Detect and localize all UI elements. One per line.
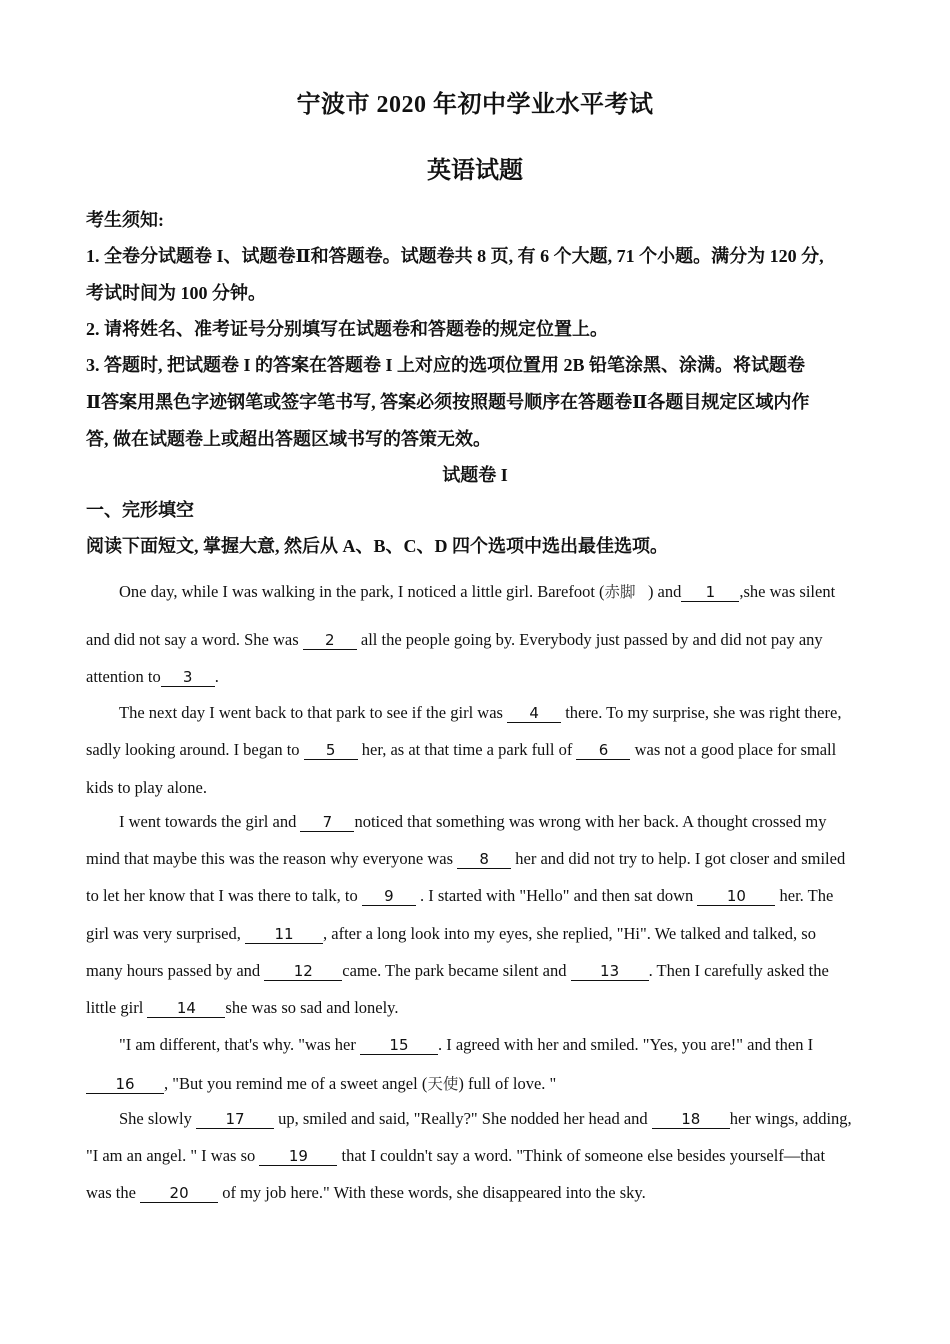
passage-text: 赤脚	[604, 584, 636, 601]
passage-text: She slowly	[119, 1109, 197, 1128]
passage-line	[86, 812, 899, 832]
blank-17: 17	[196, 1111, 274, 1129]
passage-text: ) full of love. "	[458, 1074, 557, 1093]
passage-text: she was silent	[743, 582, 836, 601]
notice-line-6: 答, 做在试题卷上或超出答题区域书写的答策无效。	[86, 429, 491, 449]
blank-13: 13	[571, 963, 649, 981]
blank-20: 20	[140, 1185, 218, 1203]
passage-text: many hours passed by and	[86, 961, 265, 980]
passage-text: . I started with "Hello" and then sat down	[415, 886, 698, 905]
blank-15: 15	[360, 1037, 438, 1055]
passage-text: came. The park became silent and	[342, 961, 571, 980]
blank-4: 4	[507, 705, 561, 723]
passage-text: and did not say a word. She was	[86, 630, 303, 649]
passage-text: , after a long look into my eyes, she replied, "Hi". We talked and talked, so	[323, 924, 816, 943]
passage-text: her wings, adding,	[729, 1109, 852, 1128]
part-title: 试题卷 I	[442, 465, 508, 485]
blank-5: 5	[304, 742, 358, 760]
passage-text: I went towards the girl and	[119, 812, 301, 831]
passage-line	[86, 924, 866, 944]
passage-line: kids to play alone.	[86, 778, 207, 797]
section-instruction: 阅读下面短文, 掌握大意, 然后从 A、B、C、D 四个选项中选出最佳选项。	[86, 536, 668, 556]
blank-19: 19	[259, 1148, 337, 1166]
passage-text: sadly looking around. I began to	[86, 740, 304, 759]
subject-title: 英语试题	[427, 158, 523, 184]
passage-text: . Then I carefully asked the	[648, 961, 829, 980]
blank-14: 14	[147, 1000, 225, 1018]
blank-9: 9	[362, 888, 416, 906]
blank-7: 7	[300, 814, 354, 832]
blank-1: 1	[681, 584, 739, 602]
passage-line	[86, 740, 866, 760]
passage-text: up, smiled and said, "Really?" She nodded her head and	[274, 1109, 652, 1128]
passage-text: was the	[86, 1183, 141, 1202]
passage-text: her. The	[775, 886, 834, 905]
passage-line	[86, 1109, 899, 1129]
passage-line	[86, 1146, 866, 1166]
passage-text: all the people going by. Everybody just passed by and did not pay any	[356, 630, 823, 649]
notice-line-5: Ⅱ答案用黑色字迹钢笔或签字笔书写, 答案必须按照题号顺序在答题卷Ⅱ各题目规定区域内作	[86, 392, 810, 412]
blank-16: 16	[86, 1076, 164, 1094]
notice-line-4: 3. 答题时, 把试题卷 I 的答案在答题卷 I 上对应的选项位置用 2B 铅笔涂黑、涂满。将试题卷	[86, 355, 806, 375]
passage-text: mind that maybe this was the reason why everyone was	[86, 849, 458, 868]
passage-line	[86, 630, 866, 650]
passage-text: "But you remind me of a sweet angel (	[168, 1074, 428, 1093]
passage-line	[86, 703, 899, 723]
passage-text: she was so sad and lonely.	[225, 998, 399, 1017]
passage-text: to let her know that I was there to talk, to	[86, 886, 362, 905]
blank-3: 3	[161, 669, 215, 687]
passage-line: 16 , "But you remind me of a sweet angel (天使) full of love. "	[86, 1072, 866, 1094]
passage-text: there. To my surprise, she was right there,	[561, 703, 842, 722]
passage-text: One day, while I was walking in the park, I noticed a little girl. Barefoot (	[119, 582, 605, 601]
passage-text: "I am an angel. " I was so	[86, 1146, 260, 1165]
notice-line-3: 2. 请将姓名、准考证号分别填写在试题卷和答题卷的规定位置上。	[86, 319, 608, 339]
passage-line: One day, while I was walking in the park, I noticed a little girl. Barefoot (赤脚 ) and 1 ,she was silent	[119, 582, 836, 601]
notice-line-1: 1. 全卷分试题卷 I、试题卷Ⅱ和答题卷。试题卷共 8 页, 有 6 个大题, 71 个小题。满分为 120 分,	[86, 246, 824, 266]
notice-heading: 考生须知:	[86, 210, 164, 230]
passage-text: that I couldn't say a word. "Think of someone else besides yourself—that	[337, 1146, 826, 1165]
blank-12: 12	[264, 963, 342, 981]
passage-text: "I am different, that's why. "was her	[119, 1035, 360, 1054]
blank-8: 8	[457, 851, 511, 869]
passage-text: of my job here." With these words, she disappeared into the sky.	[218, 1183, 646, 1202]
blank-6: 6	[576, 742, 630, 760]
section-heading: 一、完形填空	[86, 500, 194, 520]
passage-text: ) and	[647, 582, 682, 601]
passage-text: noticed that something was wrong with her back. A thought crossed my	[354, 812, 827, 831]
passage-line	[86, 1183, 866, 1203]
passage-text: .	[214, 667, 219, 686]
blank-11: 11	[245, 926, 323, 944]
passage-text: The next day I went back to that park to see if the girl was	[119, 703, 508, 722]
passage-text: girl was very surprised,	[86, 924, 246, 943]
passage-text: . I agreed with her and smiled. "Yes, you are!" and then I	[437, 1035, 814, 1054]
blank-10: 10	[697, 888, 775, 906]
blank-2: 2	[303, 632, 357, 650]
passage-line	[86, 998, 866, 1018]
passage-line	[86, 667, 866, 687]
passage-line	[86, 1035, 899, 1055]
passage-line	[86, 961, 866, 981]
passage-text: attention to	[86, 667, 161, 686]
passage-line	[86, 886, 866, 906]
blank-18: 18	[652, 1111, 730, 1129]
passage-text: her, as at that time a park full of	[357, 740, 577, 759]
exam-title: 宁波市 2020 年初中学业水平考试	[296, 92, 654, 118]
notice-line-2: 考试时间为 100 分钟。	[86, 283, 266, 303]
passage-text: was not a good place for small	[630, 740, 837, 759]
passage-text: 天使	[427, 1076, 459, 1093]
passage-text: little girl	[86, 998, 148, 1017]
passage-line	[86, 849, 866, 869]
passage-text: her and did not try to help. I got closer and smiled	[511, 849, 846, 868]
